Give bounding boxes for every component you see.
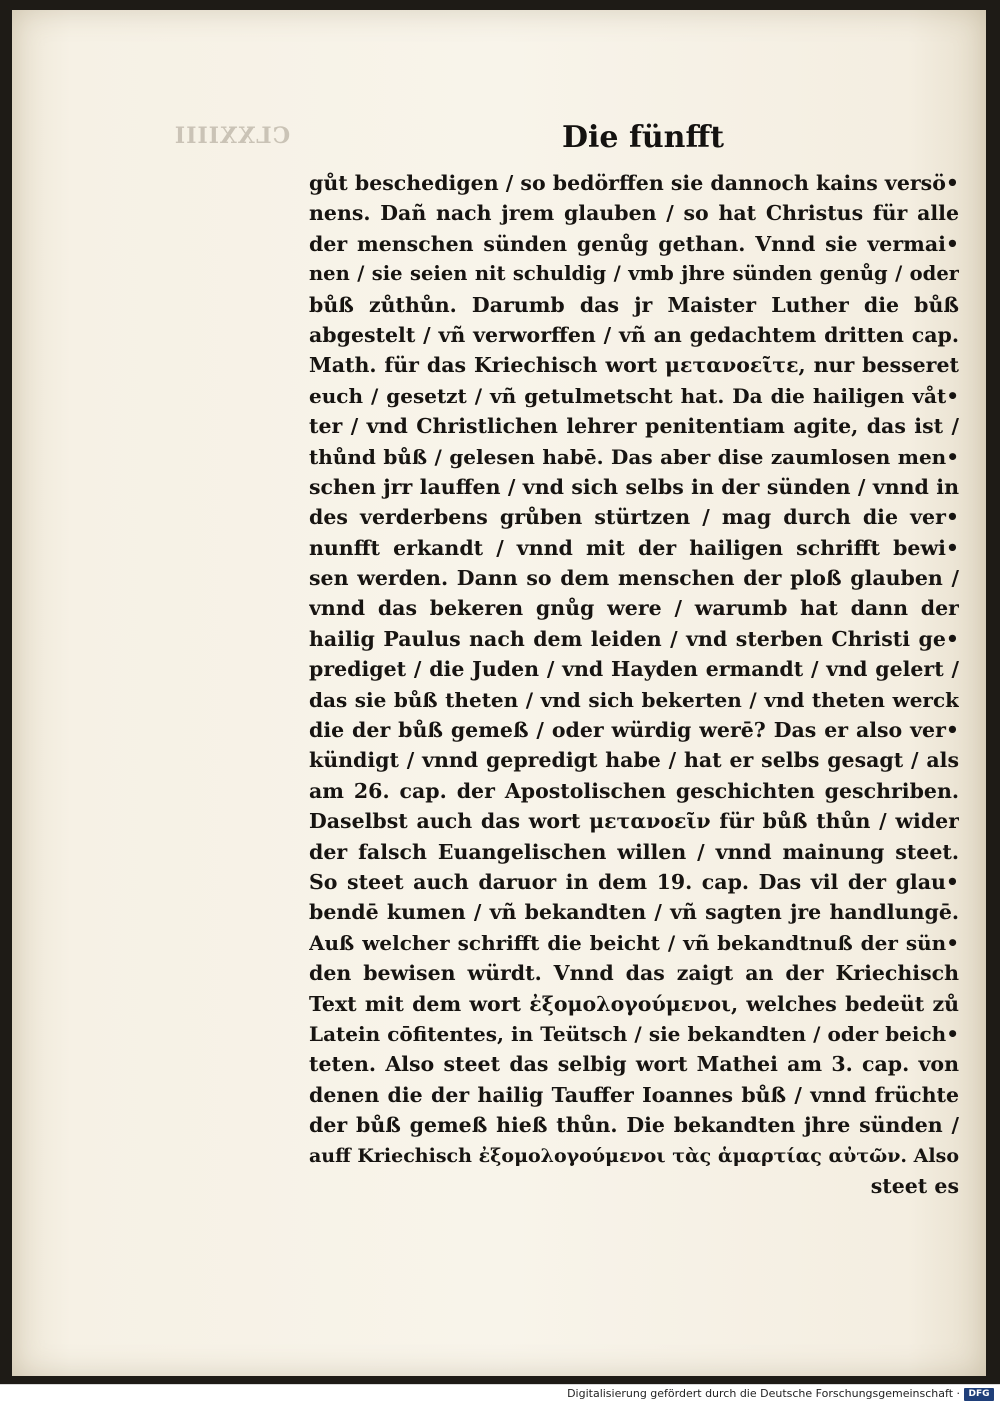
text-line: der bůß gemeß hieß thůn. Die bekandten jhre sünden /: [309, 1113, 959, 1138]
text-line: hailig Paulus nach dem leiden / vnd sterben Christi ge•: [309, 626, 959, 651]
text-line: euch / gesetzt / vñ getulmetscht hat. Da die hailigen våt•: [309, 383, 959, 408]
text-line: teten. Also steet das selbig wort Mathei am 3. cap. von: [309, 1052, 959, 1077]
text-line: das sie bůß theten / vnd sich bekerten / vnd theten werck: [309, 687, 959, 712]
text-line: ter / vnd Christlichen lehrer penitentiam agite, das ist /: [309, 414, 959, 439]
text-line: Math. für das Kriechisch wort μετανοεῖτε, nur besseret: [309, 353, 959, 378]
text-line: vnnd das bekeren gnůg were / warumb hat dann der: [309, 596, 959, 621]
text-line: thůnd bůß / gelesen habē. Das aber dise zaumlosen men•: [309, 444, 959, 469]
text-line: abgestelt / vñ verworffen / vñ an gedachtem dritten cap.: [309, 322, 959, 347]
text-line: der falsch Euangelischen willen / vnnd mainung steet.: [309, 839, 959, 864]
text-line: nunfft erkandt / vnnd mit der hailigen schrifft bewi•: [309, 535, 959, 560]
footer-bar: [0, 1384, 1000, 1405]
funding-credit: Digitalisierung gefördert durch die Deutsche Forschungsgemeinschaft ·: [567, 1387, 960, 1400]
text-line: So steet auch daruor in dem 19. cap. Das vil der glau•: [309, 869, 959, 894]
text-line: die der bůß gemeß / oder würdig werē? Das er also ver•: [309, 718, 959, 743]
text-line: Auß welcher schrifft die beicht / vñ bekandtnuß der sün•: [309, 930, 959, 955]
text-line: bůß zůthůn. Darumb das jr Maister Luther die bůß: [309, 292, 959, 317]
body-text: [309, 168, 959, 1201]
folio-number: CLXXIIII: [173, 123, 291, 149]
text-line: den bewisen würdt. Vnnd das zaigt an der Kriechisch: [309, 961, 959, 986]
text-line: kündigt / vnnd gepredigt habe / hat er selbs gesagt / als: [309, 748, 959, 773]
text-line: nen / sie seien nit schuldig / vmb jhre sünden genůg / oder: [309, 262, 959, 286]
text-line: bendē kumen / vñ bekandten / vñ sagten jre handlungē.: [309, 900, 959, 925]
text-line: sen werden. Dann so dem menschen der ploß glauben /: [309, 566, 959, 591]
text-line: denen die der hailig Tauffer Ioannes bůß / vnnd früchte: [309, 1082, 959, 1107]
book-page: [12, 10, 986, 1376]
text-line: auff Kriechisch ἐξομολογούμενοι τὰς ἁμαρτίας αὐτῶν. Also: [309, 1144, 959, 1167]
dfg-logo: DFG: [964, 1388, 994, 1401]
text-line: prediget / die Juden / vnd Hayden ermandt / vnd gelert /: [309, 657, 959, 682]
text-line: Text mit dem wort ἐξομολογούμενοι, welches bedeüt zů: [309, 991, 959, 1016]
text-line: am 26. cap. der Apostolischen geschichten geschriben.: [309, 778, 959, 803]
text-line: Daselbst auch das wort μετανοεῖν für bůß thůn / wider: [309, 809, 959, 834]
text-line: nens. Dañ nach jrem glauben / so hat Christus für alle: [309, 201, 959, 226]
running-header: Die fünfft: [562, 120, 724, 155]
text-line: des verderbens grůben stürtzen / mag durch die ver•: [309, 505, 959, 530]
text-line: Latein cōfitentes, in Teütsch / sie bekandten / oder beich•: [309, 1021, 959, 1046]
text-line: schen jrr lauffen / vnd sich selbs in der sünden / vnnd in: [309, 474, 959, 499]
text-line: gůt beschedigen / so bedörffen sie dannoch kains versö•: [309, 171, 959, 195]
text-line: der menschen sünden genůg gethan. Vnnd sie vermai•: [309, 231, 959, 256]
text-line: steet es: [870, 1173, 959, 1198]
